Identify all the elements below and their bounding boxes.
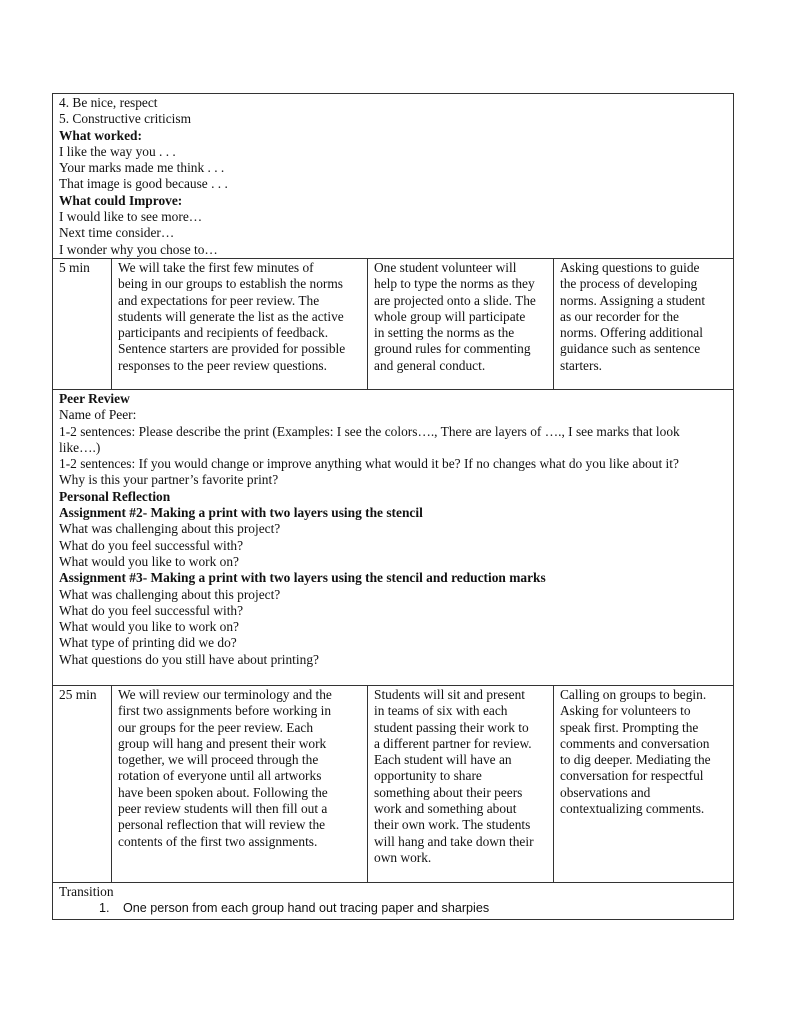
text-line: speak first. Prompting the	[560, 719, 699, 735]
text-line: and general conduct.	[374, 357, 486, 373]
text-line: comments and conversation	[560, 735, 710, 751]
text-line: contextualizing comments.	[560, 801, 705, 817]
student-activity-cell	[368, 259, 554, 389]
text-line: guidance such as sentence	[560, 341, 701, 357]
text-line: being in our groups to establish the norms	[118, 276, 344, 292]
text-line: like….)	[59, 439, 101, 455]
text-line: and expectations for peer review. The	[118, 292, 320, 308]
text-line: observations and	[560, 784, 651, 800]
section-heading: Peer Review	[59, 390, 130, 406]
text-line: We will take the first few minutes of	[118, 259, 314, 275]
text-line: 5. Constructive criticism	[59, 111, 192, 127]
text-line: first two assignments before working in	[118, 703, 332, 719]
text-line: have been spoken about. Following the	[118, 784, 328, 800]
text-line: responses to the peer review questions.	[118, 357, 327, 373]
text-line: 5 min	[59, 259, 90, 275]
text-line: starters.	[560, 357, 603, 373]
text-line: a different partner for review.	[374, 735, 532, 751]
table-row	[53, 258, 733, 389]
text-line: What was challenging about this project?	[59, 521, 281, 537]
transition-label: Transition	[59, 883, 114, 899]
text-line: opportunity to share	[374, 768, 482, 784]
text-line: Why is this your partner’s favorite print?	[59, 472, 279, 488]
text-line: What do you feel successful with?	[59, 537, 244, 553]
text-line: 4. Be nice, respect	[59, 95, 158, 110]
text-line: are projected onto a slide. The	[374, 292, 536, 308]
text-line: Your marks made me think . . .	[59, 160, 225, 176]
text-line: help to type the norms as they	[374, 276, 535, 292]
teacher-role-cell	[554, 259, 733, 389]
lesson-plan-table	[52, 93, 734, 920]
text-line: participants and recipients of feedback.	[118, 325, 329, 341]
text-line: rotation of everyone until all artworks	[118, 768, 322, 784]
text-line: Next time consider…	[59, 225, 175, 241]
transition-item	[59, 900, 727, 916]
table-row	[53, 389, 733, 685]
section-heading: Assignment #2- Making a print with two layers using the stencil	[59, 505, 423, 521]
teacher-activity-cell	[112, 686, 368, 882]
text-line: something about their peers	[374, 784, 523, 800]
text-line: That image is good because . . .	[59, 176, 228, 192]
time-cell	[53, 259, 112, 389]
text-line: Name of Peer:	[59, 407, 137, 423]
text-line: Asking for volunteers to	[560, 703, 691, 719]
list-number: 1.	[99, 901, 110, 916]
text-line: in setting the norms as the	[374, 325, 515, 341]
full-width-cell	[53, 94, 733, 258]
text-line: will hang and take down their	[374, 833, 534, 849]
teacher-role-cell	[554, 686, 733, 882]
time-cell	[53, 686, 112, 882]
section-heading: Personal Reflection	[59, 488, 171, 504]
text-line: One student volunteer will	[374, 259, 517, 275]
text-line: What would you like to work on?	[59, 619, 239, 635]
text-line: Calling on groups to begin.	[560, 686, 707, 702]
text-line: What would you like to work on?	[59, 553, 239, 569]
text-line: norms. Offering additional	[560, 325, 703, 341]
transition-row	[53, 882, 733, 919]
text-line: together, we will proceed through the	[118, 752, 319, 768]
text-line: student passing their work to	[374, 719, 529, 735]
text-line: in teams of six with each	[374, 703, 508, 719]
text-line: I like the way you . . .	[59, 143, 176, 159]
text-line: as our recorder for the	[560, 308, 679, 324]
text-line: 25 min	[59, 686, 97, 702]
text-line: Students will sit and present	[374, 686, 526, 702]
section-heading: Assignment #3- Making a print with two layers using the stencil and reduction marks	[59, 570, 546, 586]
text-line: to dig deeper. Mediating the	[560, 752, 711, 768]
full-width-cell	[53, 390, 733, 685]
student-activity-cell	[368, 686, 554, 882]
transition-item-text: One person from each group hand out tracing paper and sharpies	[123, 901, 490, 916]
text-line: contents of the first two assignments.	[118, 833, 318, 849]
text-line: whole group will participate	[374, 308, 526, 324]
text-line: work and something about	[374, 801, 517, 817]
text-line: their own work. The students	[374, 817, 531, 833]
table-row	[53, 685, 733, 882]
text-line: conversation for respectful	[560, 768, 704, 784]
text-line: Sentence starters are provided for possible	[118, 341, 346, 357]
text-line: I wonder why you chose to…	[59, 241, 218, 257]
text-line: Asking questions to guide	[560, 259, 700, 275]
text-line: What was challenging about this project?	[59, 586, 281, 602]
table-row	[53, 94, 733, 258]
text-line: group will hang and present their work	[118, 735, 327, 751]
text-line: norms. Assigning a student	[560, 292, 706, 308]
section-heading: What worked:	[59, 127, 142, 143]
text-line: students will generate the list as the active	[118, 308, 344, 324]
text-line: peer review students will then fill out a	[118, 801, 328, 817]
text-line: 1-2 sentences: Please describe the print (Examples: I see the colors…., There are layers of …., I see marks that look	[59, 423, 680, 439]
text-line: What type of printing did we do?	[59, 635, 237, 651]
text-line: ground rules for commenting	[374, 341, 531, 357]
text-line: own work.	[374, 849, 432, 865]
text-line: the process of developing	[560, 276, 698, 292]
transition-cell	[53, 883, 733, 919]
text-line: What do you feel successful with?	[59, 602, 244, 618]
text-line: What questions do you still have about printing?	[59, 651, 319, 667]
teacher-activity-cell	[112, 259, 368, 389]
text-line: Each student will have an	[374, 752, 512, 768]
text-line: our groups for the peer review. Each	[118, 719, 314, 735]
section-heading: What could Improve:	[59, 192, 183, 208]
text-line: personal reflection that will review the	[118, 817, 326, 833]
text-line: 1-2 sentences: If you would change or improve anything what would it be? If no changes what do you like about it?	[59, 456, 679, 472]
text-line: I would like to see more…	[59, 209, 203, 225]
text-line: We will review our terminology and the	[118, 686, 332, 702]
